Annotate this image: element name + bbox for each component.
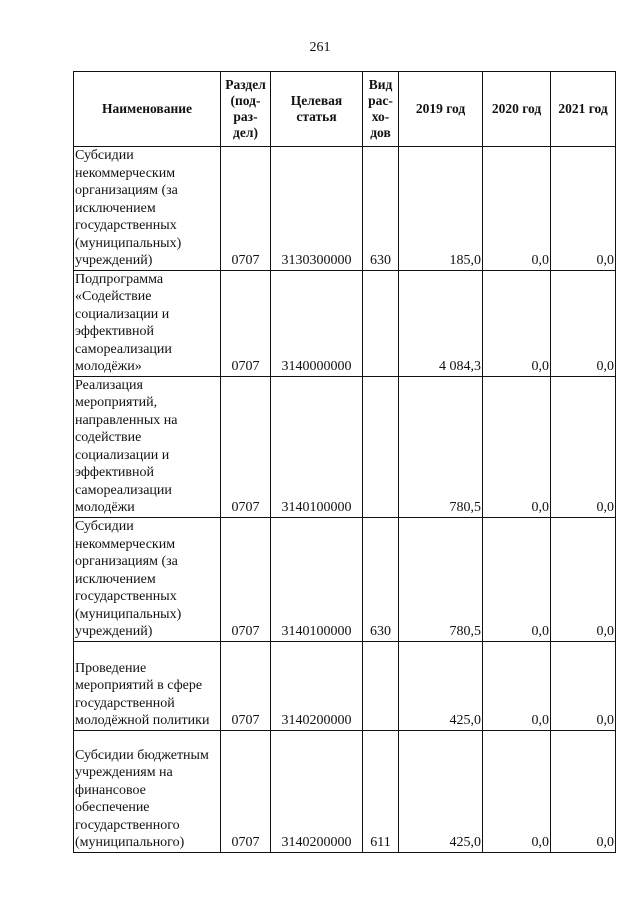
row-expense-type: 630 (363, 147, 399, 271)
table-row (74, 730, 616, 852)
header-2019: 2019 год (399, 72, 483, 147)
row-2021: 0,0 (551, 641, 616, 730)
row-2019: 780,5 (399, 517, 483, 641)
table-row (74, 641, 616, 730)
row-2021: 0,0 (551, 147, 616, 271)
header-name: Наименование (74, 72, 221, 147)
row-2021: 0,0 (551, 270, 616, 376)
header-article: Целевая статья (271, 72, 363, 147)
row-2021: 0,0 (551, 376, 616, 517)
row-2020: 0,0 (483, 270, 551, 376)
row-expense-type: 630 (363, 517, 399, 641)
row-expense-type (363, 376, 399, 517)
row-2019: 4 084,3 (399, 270, 483, 376)
budget-table (73, 71, 616, 853)
row-2019: 780,5 (399, 376, 483, 517)
row-name: Реализация мероприятий, направленных на содействие социализации и эффективной самореализации молодёжи (74, 376, 221, 517)
table-row (74, 270, 616, 376)
row-expense-type (363, 641, 399, 730)
row-name: Субсидии некоммерческим организациям (за исключением государственных (муниципальных) учреждений) (74, 517, 221, 641)
row-2021: 0,0 (551, 517, 616, 641)
row-2020: 0,0 (483, 517, 551, 641)
header-section: Раздел (под-раз-дел) (221, 72, 271, 147)
row-2020: 0,0 (483, 376, 551, 517)
row-2019: 425,0 (399, 641, 483, 730)
header-expense-type: Вид рас-хо-дов (363, 72, 399, 147)
row-name: Субсидии некоммерческим организациям (за исключением государственных (муниципальных) учреждений) (74, 147, 221, 271)
page-number: 261 (309, 40, 331, 55)
row-article: 3140200000 (271, 730, 363, 852)
row-section: 0707 (221, 730, 271, 852)
row-section: 0707 (221, 147, 271, 271)
header-2021: 2021 год (551, 72, 616, 147)
row-section: 0707 (221, 270, 271, 376)
row-expense-type (363, 270, 399, 376)
row-2020: 0,0 (483, 641, 551, 730)
table-row (74, 376, 616, 517)
row-article: 3140100000 (271, 376, 363, 517)
row-2019: 425,0 (399, 730, 483, 852)
row-name: Подпрограмма «Содействие социализации и эффективной самореализации молодёжи» (74, 270, 221, 376)
row-article: 3140200000 (271, 641, 363, 730)
row-section: 0707 (221, 641, 271, 730)
row-2020: 0,0 (483, 730, 551, 852)
table-row (74, 517, 616, 641)
row-2019: 185,0 (399, 147, 483, 271)
header-2020: 2020 год (483, 72, 551, 147)
row-article: 3140100000 (271, 517, 363, 641)
row-section: 0707 (221, 517, 271, 641)
row-name: Проведение мероприятий в сфере государственной молодёжной политики (74, 641, 221, 730)
table-header-row (74, 72, 616, 147)
row-name: Субсидии бюджетным учреждениям на финансовое обеспечение государственного (муниципального) (74, 730, 221, 852)
row-article: 3140000000 (271, 270, 363, 376)
row-2021: 0,0 (551, 730, 616, 852)
row-article: 3130300000 (271, 147, 363, 271)
row-expense-type: 611 (363, 730, 399, 852)
row-2020: 0,0 (483, 147, 551, 271)
row-section: 0707 (221, 376, 271, 517)
table-row (74, 147, 616, 271)
